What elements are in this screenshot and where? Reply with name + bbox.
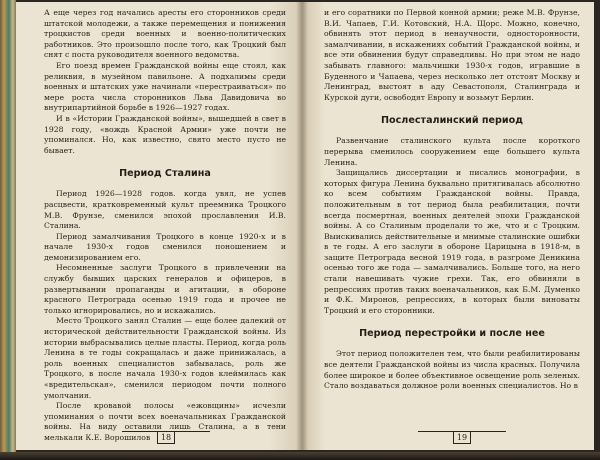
page-number-left: [156, 431, 176, 444]
page-number-value: 19: [453, 432, 471, 444]
paragraph: Несомненные заслуги Троцкого в привлечении на службу бывших царских генералов и офицеров, в развертывании пропаганды и агитации, в обороне красного Петрограда осенью 1919 года и прочее не только игнорировались, но и искажались.: [44, 263, 286, 315]
paragraph: И в «Истории Гражданской войны», вышедшей в свет в 1928 году, «вождь Красной Армии» уже почти не упоминался. Но, как известно, свято место пусто не бывает.: [44, 113, 286, 155]
book-gutter: [296, 2, 308, 450]
page-number-value: 18: [157, 432, 175, 444]
paragraph: После кровавой полосы «ежовщины» исчезли упоминания о почти всех военачальниках Гражданской войны. На виду оставили лишь Сталина, а в тени мелькали К.Е. Ворошилов: [44, 401, 286, 442]
right-mid-text: [324, 136, 580, 316]
paragraph: Развенчание сталинского культа после короткого перерыва сменилось сооружением еще большего культа Ленина.: [324, 136, 580, 167]
right-top-text: [324, 8, 580, 103]
right-bottom-text: [324, 349, 580, 391]
section-heading-perestroika: Период перестройки и после нее: [359, 328, 545, 340]
paragraph: Его поезд времен Гражданской войны еще стоял, как реликвия, в музейном павильоне. А подхалимы среди военных и штатских уже начинали «перестраиваться» по мере роста числа сторонников Льва Давидовича во внутрипартийной борьбе в 1926—1927 годах.: [44, 60, 286, 113]
paragraph: Защищались диссертации и писались монографии, в которых фигура Ленина буквально притягивалась абсолютно ко всем событиям Гражданской войны. Правда, положительным в тот период была реабилитация, почти всегда посмертная, военных деятелей эпохи Гражданской войны. А со Сталиным проделали то же, что и с Троцким. Выискивались действительные и мнимые сталинские ошибки в те годы. А его заслуги в обороне Царицына в 1918-м, в защите Петрограда весной 1919 года, в разгроме Деникина осенью того же года — замалчивались. Больше того, на него стали навешивать чужие грехи. Так, его обвиняли в репрессиях против таких военачальников, как Б.М. Думенко и Ф.К. Миронов, репрессиях, в которых были виноваты Троцкий и его сторонники.: [324, 168, 580, 315]
page-number-right: [452, 431, 472, 444]
section-heading-post-stalin: Послесталинский период: [381, 115, 523, 127]
paragraph: А еще через год начались аресты его сторонников среди штатской молодежи, а также перемещения и понижения троцкистов среди военных и военно-политических работников. Это произошло после того, как Троцкий был снят с поста руководителя военного ведомства.: [44, 8, 286, 60]
paragraph: Этот период положителен тем, что были реабилитированы все деятели Гражданской войны из числа красных. Получила более широкое и более объективное освещение роль зеленых. Стало воздаваться должное роли военных специалистов. Но в: [324, 349, 580, 391]
paragraph: Период замалчивания Троцкого в конце 1920-х и в начале 1930-х годов сменился поношением и демонизированием его.: [44, 231, 286, 262]
section-heading-stalin: Период Сталина: [119, 168, 211, 180]
paragraph: Место Троцкого занял Сталин — еще более далекий от исторической действительности Гражданской войны. Из истории выбрасывались целые пласты. Период, когда роль Ленина в те годы сокращалась и даже принижалась, а роль военных специалистов забывалась, роль же Троцкого, в после начала 1930-х годов клеймилась как «вредительская», сменился периодом почти полного умолчания.: [44, 316, 286, 400]
left-page: [16, 2, 302, 450]
right-page: [302, 2, 594, 450]
paragraph: Период 1926—1928 годов. когда увял, не успев расцвести, кратковременный культ преемника Троцкого М.В. Фрунзе, сменился эпохой прославления И.В. Сталина.: [44, 189, 286, 231]
left-bottom-text: [44, 189, 286, 443]
left-top-text: [44, 8, 286, 156]
book-bottom-edge: [0, 452, 600, 460]
paragraph: и его соратники по Первой конной армии; реже М.В. Фрунзе, В.И. Чапаев, Г.И. Котовский, Н.А. Щорс. Можно, конечно, обвинять этот период в ненаучности, односторонности, замалчивании, в искажениях событий Гражданской войны, и все эти обвинения будут справедливы. Но при этом не надо забывать главного: мальчишки 1930-х годов, игравшие в Буденного и Чапаева, через несколько лет отстоят Москву и Ленинград, выстоят в аду Севастополя, Сталинграда и Курской дуги, освободят Европу и возьмут Берлин.: [324, 8, 580, 102]
book-edge: [0, 0, 16, 460]
